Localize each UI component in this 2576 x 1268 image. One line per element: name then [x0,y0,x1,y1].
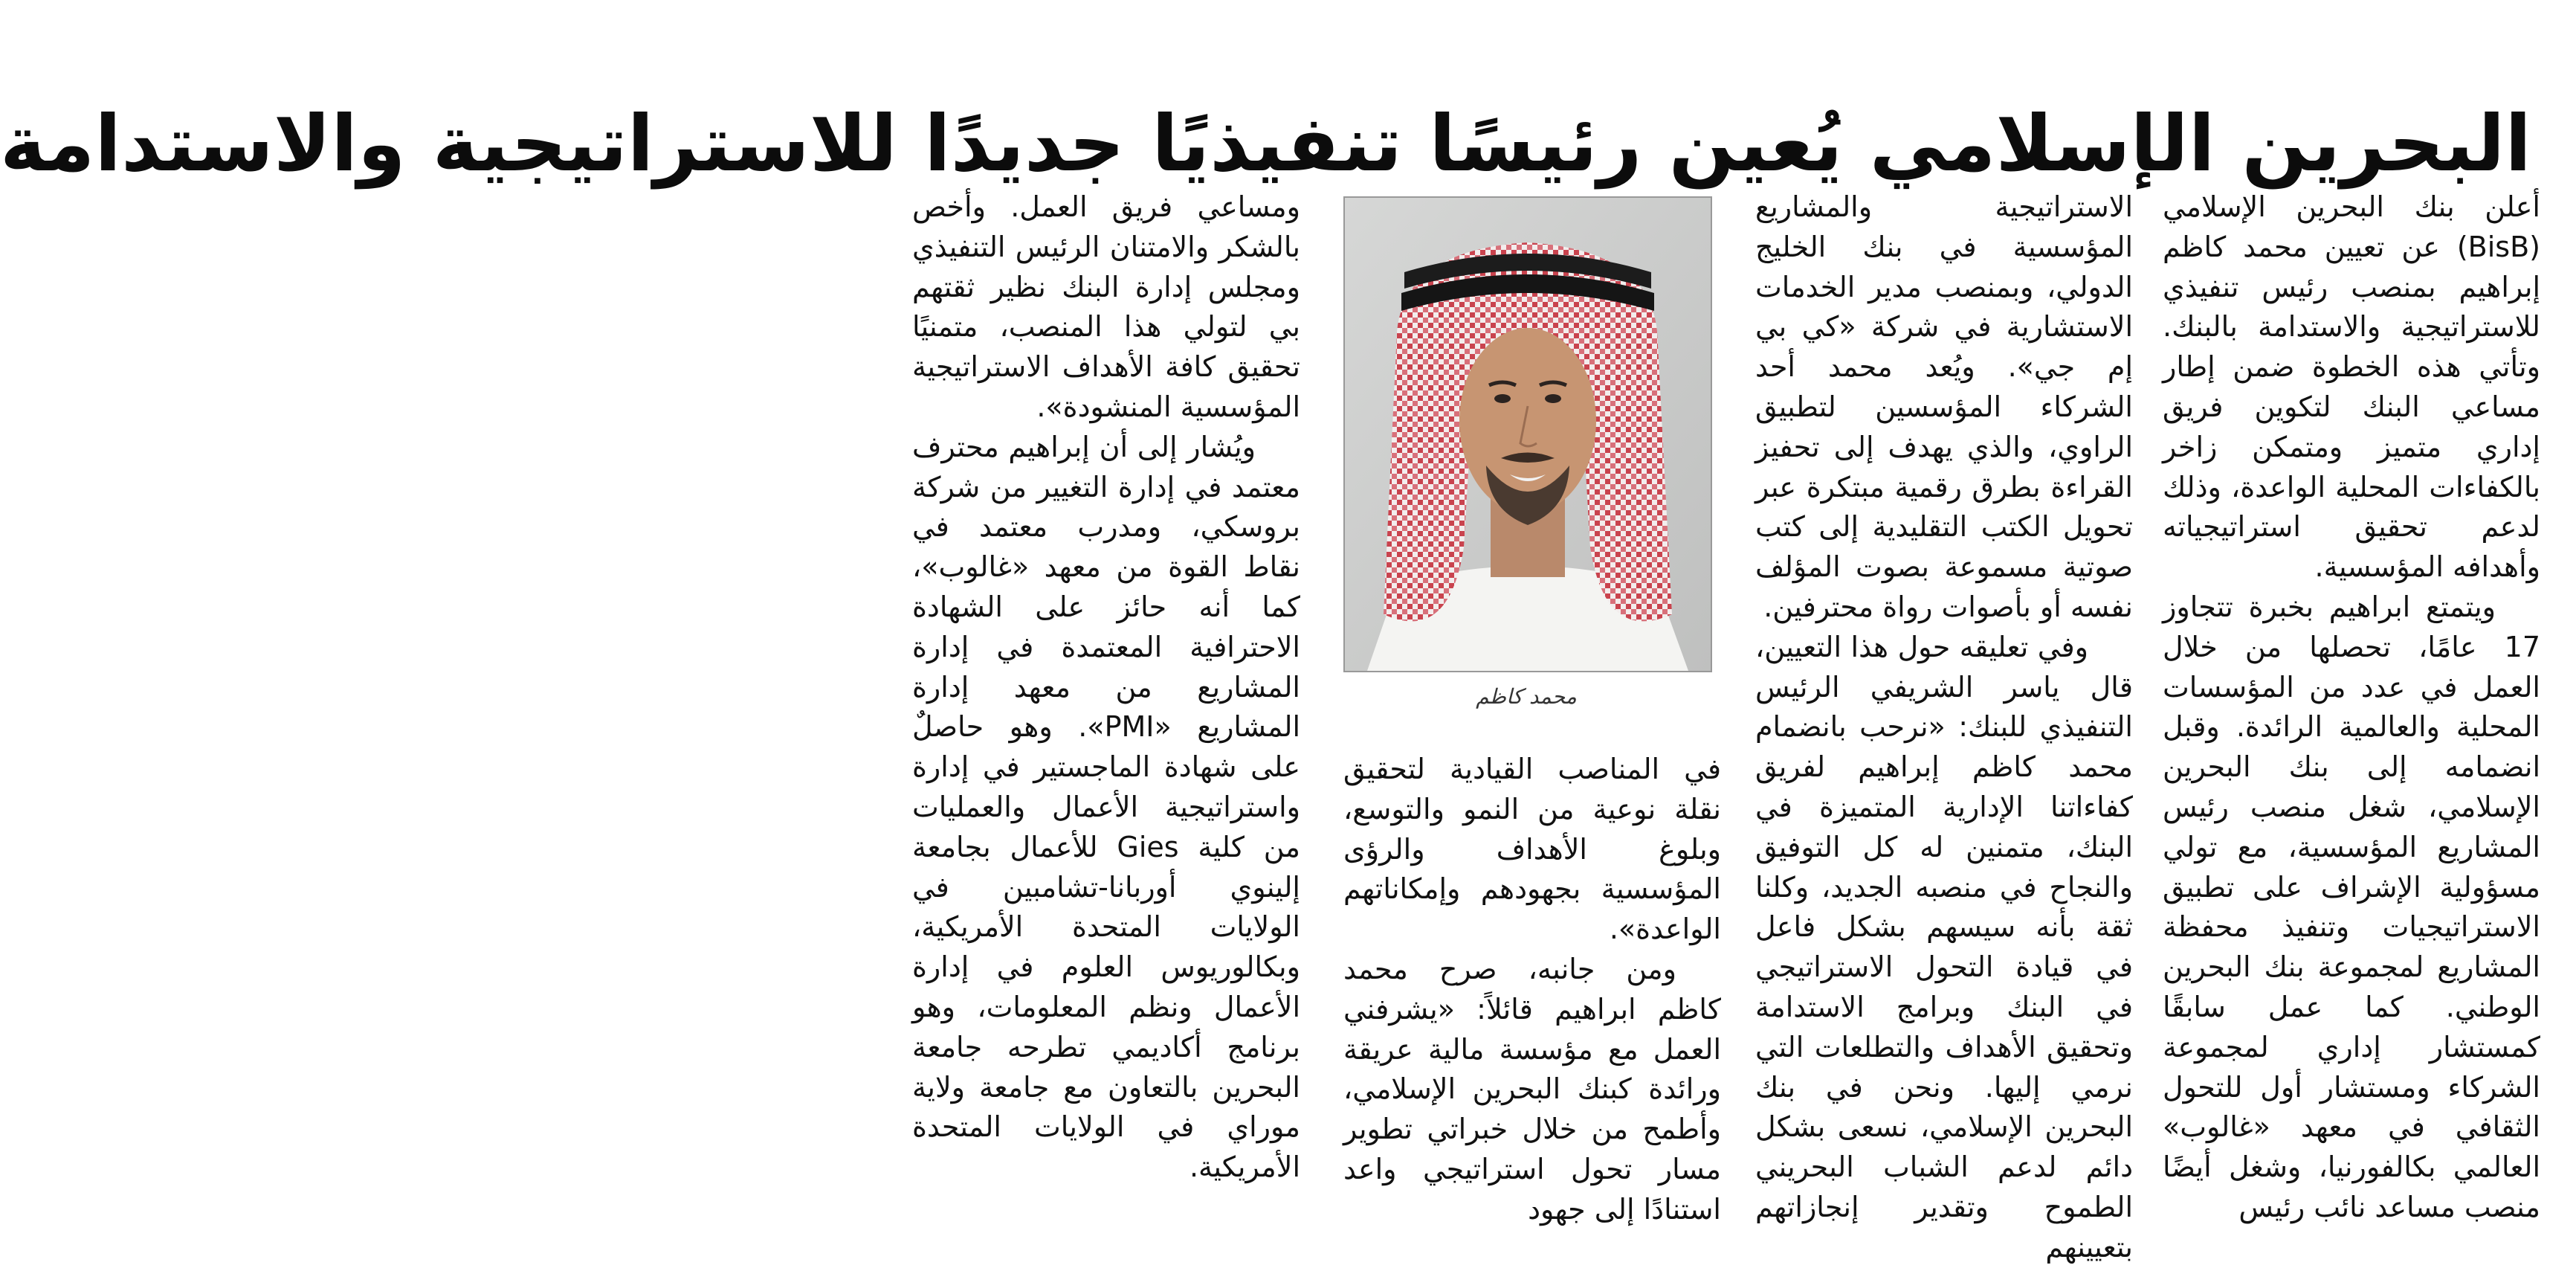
article-column-4 [912,187,1300,1223]
article-column-2 [1755,187,2133,1264]
paragraph: في المناصب القيادية لتحقيق نقلة نوعية من النمو والتوسع، وبلوغ الأهداف والرؤى المؤسسية بجهودهم وإمكاناتهم الواعدة». [1343,753,1721,946]
paragraph: ويتمتع ابراهيم بخبرة تتجاوز 17 عامًا، تحصلها من خلال العمل في عدد من المؤسسات المحلية والعالمية الرائدة. وقبل انضمامه إلى بنك البحرين الإسلامي، شغل منصب رئيس المشاريع المؤسسية، مع تولي مسؤولية الإشراف على تطبيق الاستراتيجيات وتنفيذ محفظة المشاريع لمجموعة بنك البحرين الوطني. كما عمل سابقًا كمستشار إداري لمجموعة الشركاء ومستشار أول للتحول الثقافي في معهد «غالوب» العالمي بكالفورنيا، وشغل أيضًا منصب مساعد نائب رئيس [2163,590,2540,1223]
article-headline: البحرين الإسلامي يُعين رئيسًا تنفيذيًا جديدًا للاستراتيجية والاستدامة [0,97,2531,189]
article-column-3 [1343,750,1721,1226]
paragraph: ويُشار إلى أن إبراهيم محترف معتمد في إدارة التغيير من شركة بروسكي، ومدرب معتمد في نقاط القوة من معهد «غالوب»، كما أنه حائز على الشهادة الاحترافية المعتمدة في إدارة المشاريع من معهد إدارة المشاريع «PMI». وهو حاصلٌ على شهادة الماجستير في إدارة واستراتيجية الأعمال والعمليات من كلية Gies للأعمال بجامعة إلينوي أوربانا-تشامبين في الولايات المتحدة الأمريكية، وبكالوريوس العلوم في إدارة الأعمال ونظم المعلومات، وهو برنامج أكاديمي تطرحه جامعة البحرين بالتعاون مع جامعة ولاية موراي في الولايات المتحدة الأمريكية. [912,430,1301,1184]
paragraph: وفي تعليقه حول هذا التعيين، قال ياسر الشريفي الرئيس التنفيذي للبنك: «نرحب بانضمام محمد كاظم إبراهيم لفريق كفاءاتنا الإدارية المتميزة في البنك، متمنين له كل التوفيق والنجاح في منصبه الجديد، وكلنا ثقة بأنه سيسهم بشكل فاعل في قيادة التحول الاستراتيجي في البنك وبرامج الاستدامة وتحقيق الأهداف والتطلعات التي نرمي إليها. ونحن في بنك البحرين الإسلامي، نسعى بشكل دائم لدعم الشباب البحريني الطموح وتقدير إنجازاتهم بتعيينهم [1755,630,2133,1264]
article-column-1 [2163,187,2540,1223]
paragraph: أعلن بنك البحرين الإسلامي (BisB) عن تعيين محمد كاظم إبراهيم بمنصب رئيس تنفيذي للاستراتيجية والاستدامة بالبنك. وتأتي هذه الخطوة ضمن إطار مساعي البنك لتكوين فريق إداري متميز ومتمكن زاخر بالكفاءات المحلية الواعدة، وذلك لدعم تحقيق استراتيجياته وأهدافه المؤسسية. [2163,190,2540,584]
portrait-photo [1343,196,1712,672]
paragraph: ومساعي فريق العمل. وأخص بالشكر والامتنان الرئيس التنفيذي ومجلس إدارة البنك نظير ثقتهم بي لتولي هذا المنصب، متمنيًا تحقيق كافة الأهداف الاستراتيجية المؤسسية المنشودة». [912,190,1300,423]
paragraph: الاستراتيجية والمشاريع المؤسسية في بنك الخليج الدولي، وبمنصب مدير الخدمات الاستشارية في شركة «كي بي إم جي». ويُعد محمد أحد الشركاء المؤسسين لتطبيق الراوي، والذي يهدف إلى تحفيز القراءة بطرق رقمية مبتكرة عبر تحويل الكتب التقليدية إلى كتب صوتية مسموعة بصوت المؤلف نفسه أو بأصوات رواة محترفين. [1755,190,2133,623]
paragraph: ومن جانبه، صرح محمد كاظم ابراهيم قائلاً: «يشرفني العمل مع مؤسسة مالية عريقة ورائدة كبنك البحرين الإسلامي، وأطمح من خلال خبراتي تطوير مسار تحول استراتيجي واعد استنادًا إلى جهود [1343,952,1721,1226]
photo-caption: محمد كاظم [1476,684,1577,709]
